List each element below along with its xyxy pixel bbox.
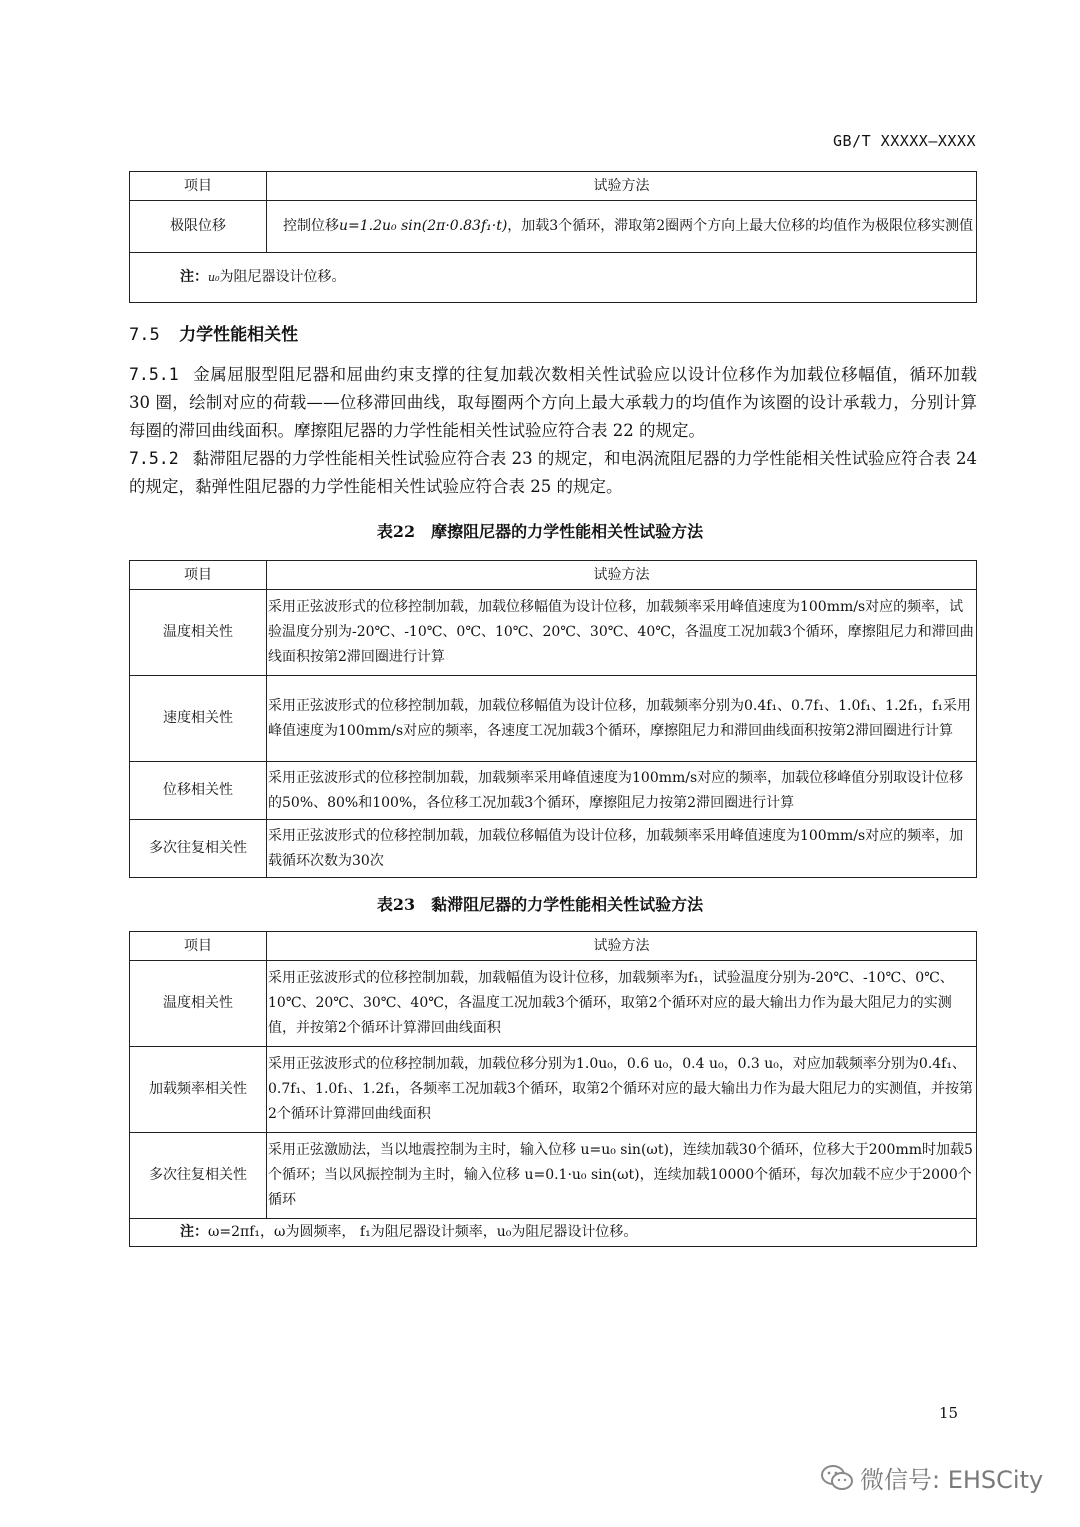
row-text: 采用正弦波形式的位移控制加载，加载位移幅值为设计位移，加载频率采用峰值速度为100mm/s对应的频率，加载循环次数为30次 <box>267 820 977 878</box>
watermark-text: 微信号: EHSCity <box>860 1466 1044 1494</box>
row-label: 多次往复相关性 <box>130 1133 267 1219</box>
row-text: 采用正弦波形式的位移控制加载，加载位移分别为1.0u₀，0.6 u₀，0.4 u₀，0.3 u₀，对应加载频率分别为0.4f₁、0.7f₁、1.0f₁、1.2f₁，各频率工况加载3个循环，取第2个循环对应的最大输出力作为最大阻尼力的实测值，并按第2个循环计算滞回曲线面积 <box>267 1047 977 1133</box>
row-text: 采用正弦波形式的位移控制加载，加载幅值为设计位移，加载频率为f₁，试验温度分别为-20℃、-10℃、0℃、10℃、20℃、30℃、40℃，各温度工况加载3个循环，取第2个循环对应的最大输出力作为最大阻尼力的实测值，并按第2个循环计算滞回曲线面积 <box>267 961 977 1047</box>
table-limit-displacement <box>129 171 977 303</box>
row-label: 极限位移 <box>130 201 267 253</box>
row-label: 位移相关性 <box>130 762 267 820</box>
note-text: ω=2πf₁，ω为圆频率， f₁为阻尼器设计频率，u₀为阻尼器设计位移。 <box>208 1224 638 1240</box>
row-text: 采用正弦波形式的位移控制加载，加载位移幅值为设计位移，加载频率分别为0.4f₁、0.7f₁、1.0f₁、1.2f₁，f₁采用峰值速度为100mm/s对应的频率，各速度工况加载3个循环，摩擦阻尼力和滞回曲线面积按第2滞回圈进行计算 <box>267 676 977 762</box>
header-method: 试验方法 <box>267 932 977 961</box>
section-title: 力学性能相关性 <box>179 325 299 345</box>
note-label: 注： <box>180 1224 208 1240</box>
caption-number: 表23 <box>376 895 416 914</box>
row-label: 温度相关性 <box>130 961 267 1047</box>
row-label: 多次往复相关性 <box>130 820 267 878</box>
para-number: 7.5.2 <box>129 449 179 468</box>
table22-caption <box>0 519 1080 542</box>
paragraph-7-5-1 <box>129 361 977 445</box>
row-text: 采用正弦波形式的位移控制加载，加载位移幅值为设计位移，加载频率采用峰值速度为100mm/s对应的频率，试验温度分别为-20℃、-10℃、0℃、10℃、20℃、30℃、40℃，各温度工况加载3个循环，摩擦阻尼力和滞回曲线面积按第2滞回圈进行计算 <box>267 590 977 676</box>
table-note <box>130 253 977 303</box>
table-22 <box>129 560 977 878</box>
caption-number: 表22 <box>376 522 416 541</box>
section-heading <box>129 320 298 345</box>
row-text: 采用正弦激励法，当以地震控制为主时，输入位移 u=u₀ sin(ωt)，连续加载30个循环，位移大于200mm时加载5个循环；当以风振控制为主时，输入位移 u=0.1·u₀ sin(ωt)，连续加载10000个循环，每次加载不应少于2000个循环 <box>267 1133 977 1219</box>
header-method: 试验方法 <box>267 172 977 201</box>
section-number: 7.5 <box>129 325 160 345</box>
para-text: 金属屈服型阻尼器和屈曲约束支撑的往复加载次数相关性试验应以设计位移作为加载位移幅值，循环加载 30 圈，绘制对应的荷载——位移滞回曲线，取每圈两个方向上最大承载力的均值作为该圈的设计承载力，分别计算每圈的滞回曲线面积。摩擦阻尼器的力学性能相关性试验应符合表 22 的规定。 <box>129 365 977 440</box>
row-text-a: 控制位移 <box>283 218 339 234</box>
row-label: 速度相关性 <box>130 676 267 762</box>
row-label: 加载频率相关性 <box>130 1047 267 1133</box>
header-item: 项目 <box>130 561 267 590</box>
page-number: 15 <box>939 1404 959 1422</box>
paragraph-7-5-2 <box>129 445 977 501</box>
header-item: 项目 <box>130 932 267 961</box>
row-label: 温度相关性 <box>130 590 267 676</box>
para-text: 黏滞阻尼器的力学性能相关性试验应符合表 23 的规定，和电涡流阻尼器的力学性能相关性试验应符合表 24 的规定，黏弹性阻尼器的力学性能相关性试验应符合表 25 的规定。 <box>129 449 977 496</box>
caption-title: 摩擦阻尼器的力学性能相关性试验方法 <box>431 522 704 541</box>
table-note <box>130 1219 977 1247</box>
header-method: 试验方法 <box>267 561 977 590</box>
para-number: 7.5.1 <box>129 365 179 384</box>
caption-title: 黏滞阻尼器的力学性能相关性试验方法 <box>431 895 704 914</box>
note-label: 注： <box>180 269 208 285</box>
row-formula: u=1.2u₀ sin(2π·0.83f₁·t) <box>339 218 508 234</box>
table23-caption <box>0 892 1080 915</box>
note-text: 为阻尼器设计位移。 <box>219 269 346 285</box>
note-symbol: u₀ <box>208 271 220 284</box>
row-text-b: ，加载3个循环，滞取第2圈两个方向上最大位移的均值作为极限位移实测值 <box>507 218 974 234</box>
watermark <box>820 1460 1043 1495</box>
table-23 <box>129 931 977 1247</box>
row-text <box>267 201 977 253</box>
header-item: 项目 <box>130 172 267 201</box>
document-code: GB/T XXXXX—XXXX <box>833 132 976 150</box>
row-text: 采用正弦波形式的位移控制加载，加载频率采用峰值速度为100mm/s对应的频率，加载位移峰值分别取设计位移的50%、80%和100%，各位移工况加载3个循环，摩擦阻尼力按第2滞回圈进行计算 <box>267 762 977 820</box>
wechat-icon <box>820 1464 854 1492</box>
